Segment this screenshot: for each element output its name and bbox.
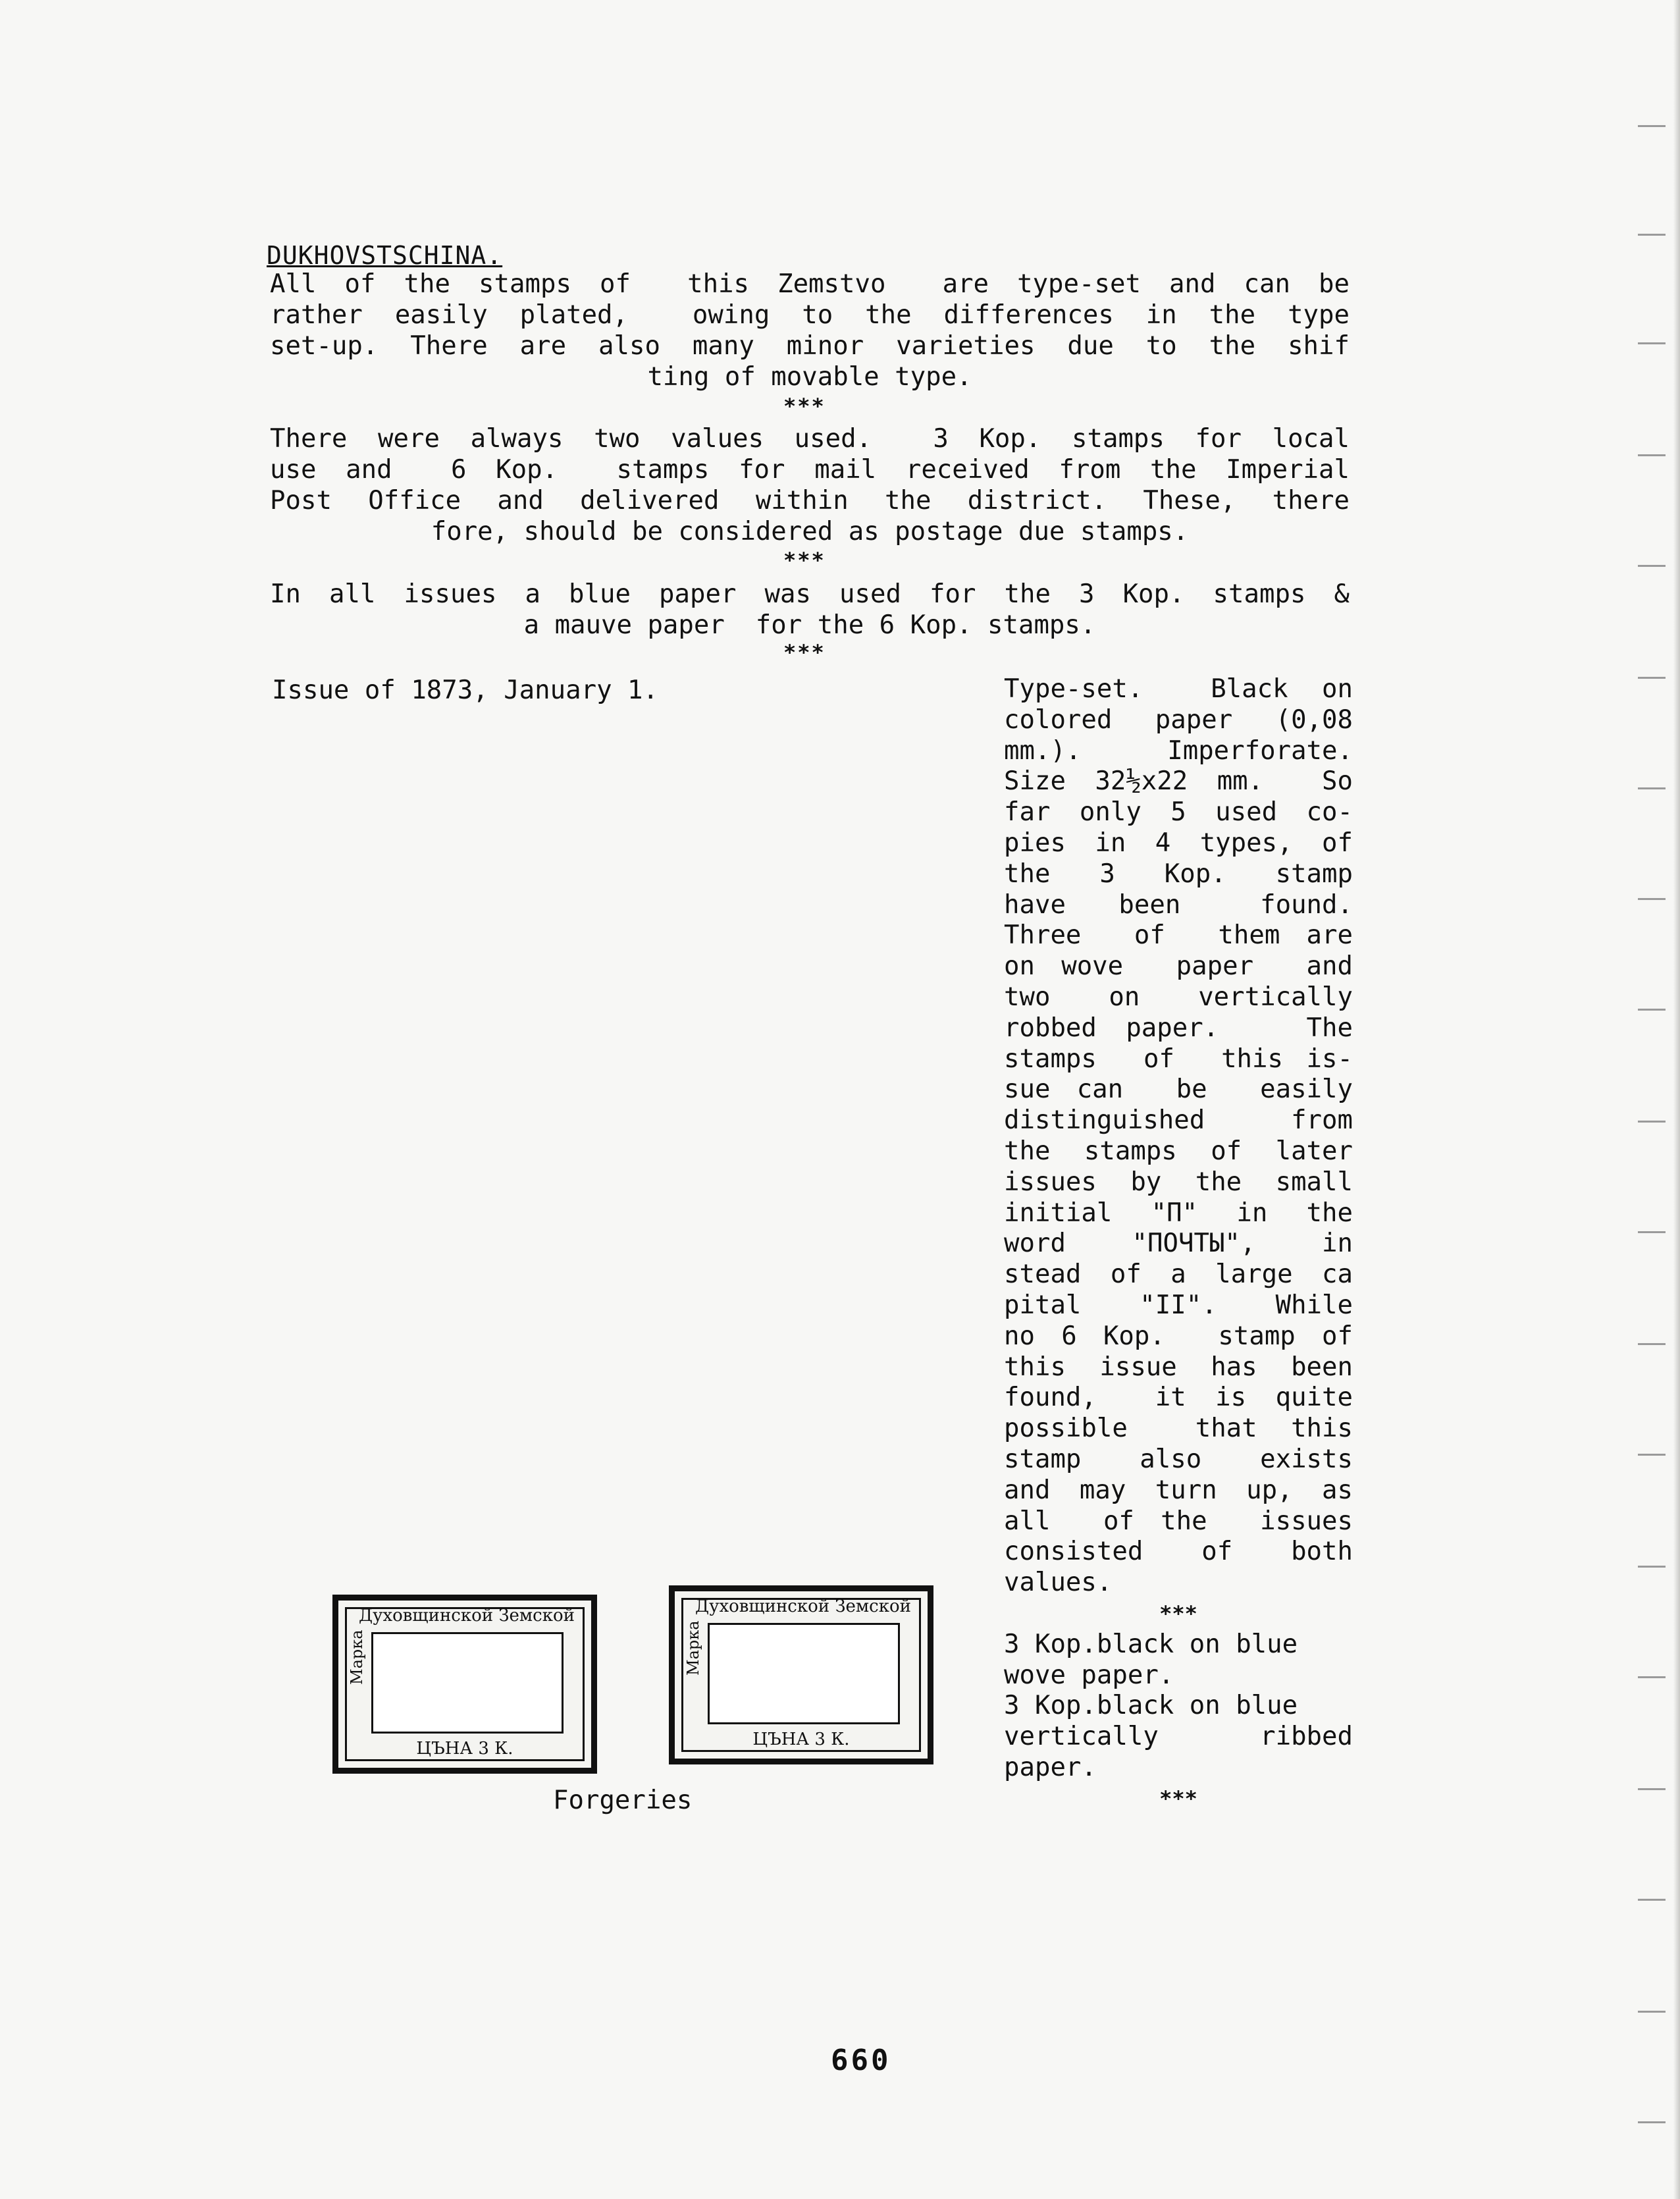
text-line: all of the issues (1004, 1506, 1353, 1536)
text-line: Type-set. Black on (1004, 674, 1353, 704)
text-line: possible that this (1004, 1414, 1353, 1444)
stamp-center-window (371, 1632, 564, 1734)
edge-tick (1638, 1788, 1666, 1790)
text-line: have been found. (1004, 889, 1353, 920)
text-line: colored paper (0,08 (1004, 704, 1353, 735)
text-line: set-up. There are also many minor varieties due to the shif (270, 331, 1350, 361)
text-line: a mauve paper for the 6 Kop. stamps. (523, 610, 1096, 640)
text-line: All of the stamps of this Zemstvo are type-set and can be (270, 269, 1350, 299)
text-line: rather easily plated, owing to the differences in the type (270, 300, 1350, 330)
text-line: found, it is quite (1004, 1383, 1353, 1413)
edge-tick (1638, 2011, 1666, 2013)
edge-tick (1638, 898, 1666, 900)
edge-tick (1638, 1121, 1666, 1123)
text-line: distinguished from (1004, 1105, 1353, 1136)
issue-description (1004, 674, 1353, 1814)
edge-tick (1638, 1899, 1666, 1901)
text-line: pies in 4 types, of (1004, 828, 1353, 858)
text-line: pital "II". While (1004, 1290, 1353, 1320)
text-line: initial "П" in the (1004, 1198, 1353, 1228)
text-line: the stamps of later (1004, 1136, 1353, 1166)
text-line: ting of movable type. (647, 362, 972, 392)
text-line: wove paper. (1004, 1660, 1174, 1690)
separator: *** (783, 548, 826, 573)
edge-tick (1638, 1343, 1666, 1345)
stamp-top-text: Духовщинской Земской (695, 1597, 911, 1616)
separator: *** (1159, 1786, 1197, 1811)
forgery-stamp-1 (332, 1595, 597, 1774)
text-line: 3 Kop.black on blue (1004, 1691, 1298, 1721)
values-paragraph (270, 423, 1350, 547)
edge-tick (1638, 342, 1666, 344)
edge-tick (1638, 234, 1666, 236)
edge-tick (1638, 454, 1666, 456)
stamp-bottom-text: ЦЪНА 3 К. (752, 1730, 850, 1749)
text-line: paper. (1004, 1752, 1097, 1782)
separator: *** (1159, 1601, 1197, 1626)
text-line: sue can be easily (1004, 1074, 1353, 1105)
stamp-center-window (708, 1623, 900, 1724)
text-line: stead of a large ca (1004, 1259, 1353, 1290)
issue-date: Issue of 1873, January 1. (272, 676, 658, 705)
text-line: There were always two values used. 3 Kop. stamps for local (270, 424, 1350, 454)
text-line: 3 Kop.black on blue (1004, 1629, 1298, 1659)
edge-tick (1638, 787, 1666, 789)
text-line: use and 6 Kop. stamps for mail received from the Imperial (270, 455, 1350, 485)
stamp-bottom-text: ЦЪНА 3 К. (416, 1739, 513, 1759)
binding-edge (1673, 0, 1680, 2199)
section-heading: DUKHOVSTSCHINA. (267, 241, 503, 270)
edge-tick (1638, 565, 1666, 567)
stamp-top-text: Духовщинской Земской (359, 1606, 575, 1626)
page-number: 660 (831, 2044, 891, 2077)
text-line: this issue has been (1004, 1352, 1353, 1382)
edge-tick (1638, 1009, 1666, 1011)
text-line: no 6 Kop. stamp of (1004, 1321, 1353, 1351)
text-line: fore, should be considered as postage due stamps. (431, 517, 1189, 546)
text-line: far only 5 used co- (1004, 797, 1353, 828)
text-line: vertically ribbed (1004, 1722, 1353, 1752)
text-line: Size 32½x22 mm. So (1004, 766, 1353, 797)
edge-tick (1638, 677, 1666, 679)
text-line: on wove paper and (1004, 951, 1353, 982)
text-line: Three of them are (1004, 920, 1353, 951)
edge-tick (1638, 1566, 1666, 1568)
separator: *** (783, 640, 826, 665)
edge-tick (1638, 2121, 1666, 2123)
figure-caption: Forgeries (553, 1786, 693, 1815)
text-line: robbed paper. The (1004, 1013, 1353, 1043)
intro-paragraph (270, 269, 1350, 392)
text-line: two on vertically (1004, 982, 1353, 1012)
text-line: issues by the small (1004, 1167, 1353, 1197)
edge-tick (1638, 1454, 1666, 1456)
text-line: and may turn up, as (1004, 1475, 1353, 1505)
forgery-stamp-2 (669, 1585, 933, 1764)
separator: *** (783, 394, 826, 419)
text-line: stamps of this is- (1004, 1044, 1353, 1074)
text-line: mm.). Imperforate. (1004, 735, 1353, 766)
text-line: values. (1004, 1568, 1113, 1598)
text-line: Post Office and delivered within the district. These, there (270, 486, 1350, 516)
text-line: consisted of both (1004, 1537, 1353, 1567)
paper-paragraph (270, 579, 1350, 641)
text-line: In all issues a blue paper was used for the 3 Kop. stamps & (270, 579, 1350, 609)
edge-tick (1638, 125, 1666, 127)
stamp-left-text: Марка (348, 1629, 366, 1685)
text-line: word "ПОЧТЫ", in (1004, 1229, 1353, 1259)
stamp-left-text: Марка (684, 1620, 702, 1676)
edge-tick (1638, 1676, 1666, 1678)
text-line: stamp also exists (1004, 1444, 1353, 1474)
edge-tick (1638, 1231, 1666, 1233)
text-line: the 3 Kop. stamp (1004, 859, 1353, 889)
